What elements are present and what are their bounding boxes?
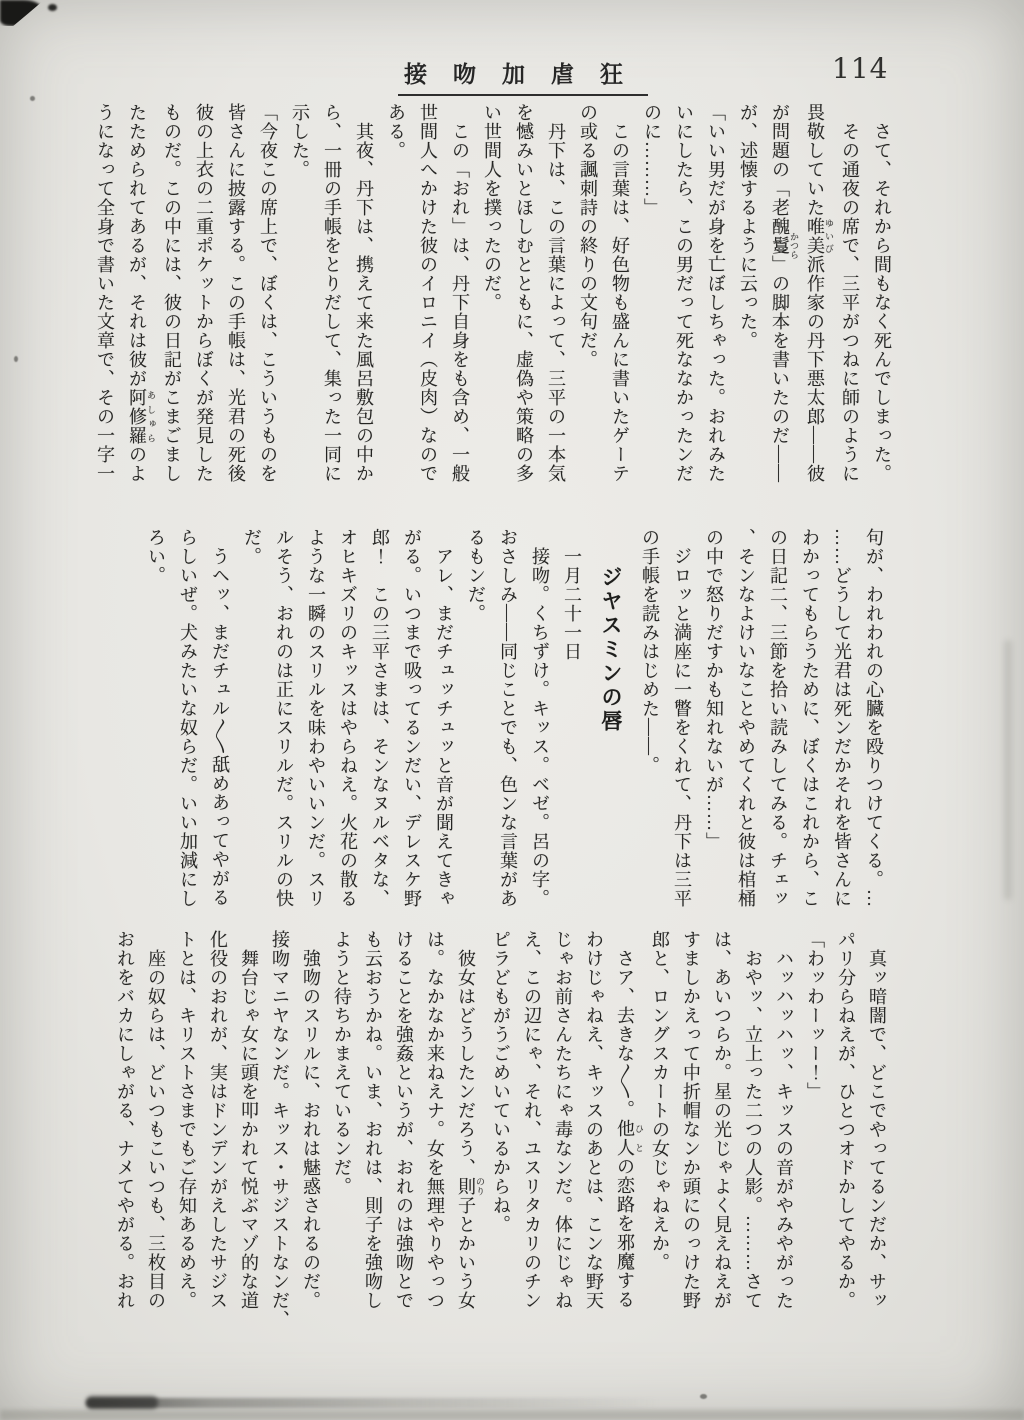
text-column: ものだ。この中には、彼の日記がこまごまし [162, 103, 182, 483]
text-column: けることを強姦というが、おれのは強吻とで [394, 930, 414, 1310]
text-column: ろい。 [146, 528, 166, 585]
text-column: うになって全身で書いた文章で、その一字一 [95, 103, 115, 483]
bottom-smudge-dark [86, 1396, 158, 1409]
text-band-bottom [109, 930, 892, 1364]
paper-speck [700, 1394, 707, 1399]
text-column: 示した。 [290, 103, 310, 179]
paper-speck [14, 356, 18, 362]
text-column: は。なかなか来ねえナ。女を無理やりやっつ [425, 930, 445, 1310]
text-column: の手帳を読みはじめた――。 [640, 528, 660, 775]
text-column: ようと待ちかまえているンだ。 [332, 930, 352, 1196]
text-column: この言葉は、好色物も盛んに書いたゲーテ [610, 103, 630, 483]
text-column: 「いい男だが身を亡ぼしちゃった。おれみた [706, 103, 726, 483]
text-column: 彼の上衣の二重ポケットからぼくが発見した [194, 103, 214, 483]
text-column: え、この辺にゃ、それ、ユスリタカリのチン [522, 930, 542, 1310]
text-column: を憾みいとほしむとともに、虚偽や策略の多 [514, 103, 534, 483]
text-column: ハッハッハッ、キッスの音がやみやがった [774, 930, 794, 1310]
text-column: 郎！ この三平さまは、そンなヌルベタな、 [370, 528, 390, 908]
text-band-middle [140, 528, 890, 958]
text-column: オヒキズリのキッスはやらねえ。火花の散る [338, 528, 358, 908]
text-column: 句が、われわれの心臓を殴りつけてくる。… [864, 528, 884, 908]
ink-speck [48, 4, 57, 11]
text-column: おれをバカにしゃがる、ナメてやがる。おれ [115, 930, 135, 1310]
text-column: 「今夜この席上で、ぼくは、こういうものを [258, 103, 278, 483]
text-column: その通夜の席で、三平がつねに師のように [840, 103, 860, 483]
text-column: がる。いつまで吸ってるンだい、デレスケ野 [402, 528, 422, 908]
text-column: ピラどもがうごめいているからね。 [491, 930, 511, 1234]
text-column: だ。 [242, 528, 262, 566]
text-column: この「おれ」は、丹下自身をも含め、一般 [450, 103, 470, 483]
text-column: は、あいつらか。星の光じゃよく見えねえが [712, 930, 732, 1310]
ink-blot-corner [0, 0, 44, 26]
page-header-title: 接吻加虐狂 [398, 56, 648, 96]
text-column: 畏敬していた唯美 ゆいび派作家の丹下悪太郎――彼 [805, 103, 834, 483]
section-heading: ジヤスミンの唇 [599, 566, 623, 734]
text-column: 彼女はどうしたンだろう、則 のり子とかいう女 [456, 930, 485, 1310]
text-column: ジロッと満座に一瞥をくれて、丹下は三平 [672, 528, 692, 908]
text-column: 「わッわーッー！」 [805, 930, 825, 1101]
text-column: 座の奴らは、どいつもこいつも、三枚目の [146, 930, 166, 1310]
text-column: 舞台じゃ女に頭を叩かれて悦ぶマゾ的な道 [239, 930, 259, 1310]
text-column: さて、それから間もなく死んでしまった。 [872, 103, 892, 483]
text-column: たためられてあるが、それは彼が阿修羅 あしゅらのよ [127, 103, 156, 483]
text-column: おさしみ――同じことでも、色ンな言葉があ [498, 528, 518, 908]
text-column: ……どうして光君は死ンだかそれを皆さんに [832, 528, 852, 908]
text-column: のに………」 [642, 103, 662, 217]
text-column: わけじゃねえ、キッスのあとは、こンな野天 [584, 930, 604, 1310]
text-column: 接吻。くちずけ。キッス。ベゼ。呂の字。 [530, 528, 550, 908]
text-column: おやッ、立上った二つの人影。………さて [743, 930, 763, 1310]
text-column: 、そンなよけいなことやめてくれと彼は棺桶 [736, 528, 756, 908]
text-column: 其夜、丹下は、携えて来た風呂敷包の中か [354, 103, 374, 483]
text-column: 皆さんに披露する。この手帳は、光君の死後 [226, 103, 246, 483]
paper-speck [30, 96, 35, 101]
bottom-smudge [86, 1398, 661, 1408]
text-column: すましかえって中折帽なンか頭にのっけた野 [681, 930, 701, 1310]
text-column: ら、一冊の手帳をとりだして、集った一同に [322, 103, 342, 483]
text-column: も云おうかね。いま、おれは、則子を強吻し [363, 930, 383, 1310]
text-column: ような一瞬のスリルを味わやいいンだ。スリ [306, 528, 326, 908]
text-column: さア、去きな〳〵。他人 ひとの恋路を邪魔する [615, 930, 644, 1309]
text-column: の日記二、三節を拾い読みしてみる。チェッ [768, 528, 788, 908]
text-column: い世間人を撲ったのだ。 [482, 103, 502, 312]
text-band-top [89, 103, 898, 535]
text-column: 化役のおれが、実はドンデンがえしたサジス [208, 930, 228, 1310]
text-column: の中で怒りだすかも知れないが……」 [704, 528, 724, 851]
text-column: うヘッ、まだチュル〳〵舐めあってやがる [210, 528, 230, 907]
text-column: わかってもらうために、ぼくはこれから、こ [800, 528, 820, 908]
text-column: 接吻マニヤなンだ。キッス・サジストなンだ、 [270, 930, 290, 1329]
text-column: 一月二十一日 [562, 528, 582, 661]
text-column: 世間人へかけた彼のイロニイ（皮肉）なので [418, 103, 438, 483]
text-column: パリ分らねえが、ひとつオドかしてやるか。 [836, 930, 856, 1310]
text-column: ある。 [386, 103, 406, 160]
text-column: 真ッ暗闇で、どこでやってるンだか、サッ [867, 930, 887, 1310]
scan-edge-shadow [0, 1410, 1024, 1420]
text-column: じゃお前さんたちにゃ毒なンだ。体にじゃね [553, 930, 573, 1310]
text-column: るもンだ。 [466, 528, 486, 623]
text-column: らしいぜ。犬みたいな奴らだ。いい加減にし [178, 528, 198, 908]
text-column: トとは、キリストさまでもご存知あるめえ。 [177, 930, 197, 1310]
edge-streak [1004, 640, 1012, 900]
text-column: 郎と、ロングスカートの女じゃねえか。 [650, 930, 670, 1272]
text-column: 丹下は、この言葉によって、三平の一本気 [546, 103, 566, 483]
text-column: アレ、まだチュッチュッと音が聞えてきゃ [434, 528, 454, 908]
page-number: 114 [832, 52, 889, 85]
text-column: ルそう、おれのは正にスリルだ。スリルの快 [274, 528, 294, 908]
text-column: の或る諷刺詩の終りの文句だ。 [578, 103, 598, 369]
text-column: が、述懐するように云った。 [738, 103, 758, 350]
text-column: が問題の「老醜鬘 かつら」の脚本を書いたのだ―― [770, 103, 799, 483]
text-column: いにしたら、この男だって死ななかったンだ [674, 103, 694, 483]
text-column: 強吻のスリルに、おれは魅惑されるのだ。 [301, 930, 321, 1310]
